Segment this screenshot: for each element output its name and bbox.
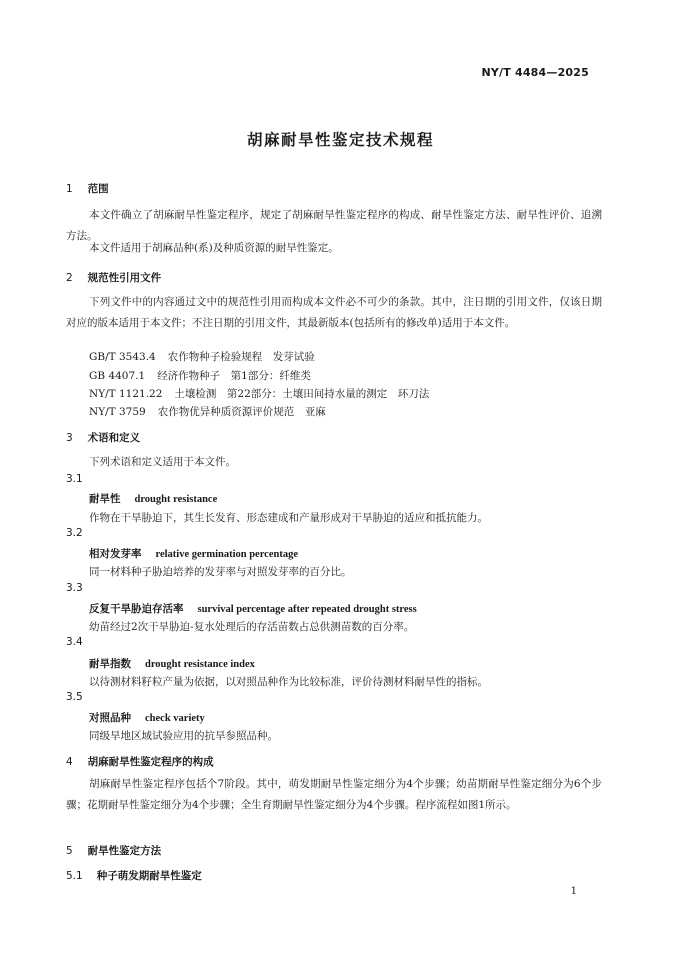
section-3-heading — [66, 430, 140, 445]
section-1-paragraph-1: 本文件确立了胡麻耐旱性鉴定程序，规定了胡麻耐旱性鉴定程序的构成、耐旱性鉴定方法、耐旱性评价、追溯方法。 — [66, 209, 602, 242]
subsection-5-1-heading — [66, 868, 202, 883]
section-4-paragraph: 胡麻耐旱性鉴定程序包括个7阶段。其中，萌发期耐旱性鉴定细分为4个步骤；幼苗期耐旱性鉴定细分为6个步骤；花期耐旱性鉴定细分为4个步骤；全生育期耐旱性鉴定细分为4个步骤。程序流程如图1所示。 — [66, 778, 602, 811]
reference-code: NY/T 1121.22 — [89, 388, 163, 400]
term-heading — [89, 601, 417, 616]
term-definition: 同级旱地区域试验应用的抗旱参照品种。 — [89, 730, 278, 742]
term-definition: 同一材料种子胁迫培养的发芽率与对照发芽率的百分比。 — [89, 566, 352, 578]
term-number: 3.5 — [66, 691, 83, 703]
term-zh: 相对发芽率 — [89, 548, 142, 560]
term-zh: 耐旱指数 — [89, 658, 131, 670]
section-number: 2 — [66, 272, 73, 284]
section-number: 4 — [66, 756, 73, 768]
reference-item — [89, 404, 326, 419]
section-1-heading — [66, 181, 109, 196]
section-1-paragraph-2: 本文件适用于胡麻品种(系)及种质资源的耐旱性鉴定。 — [89, 242, 339, 254]
term-heading — [89, 546, 298, 561]
reference-code: NY/T 3759 — [89, 406, 146, 418]
section-title: 胡麻耐旱性鉴定程序的构成 — [87, 756, 214, 768]
reference-title: 土壤检测 第22部分：土壤田间持水量的测定 环刀法 — [174, 388, 430, 400]
section-3-intro: 下列术语和定义适用于本文件。 — [89, 456, 236, 468]
section-2-heading — [66, 270, 161, 285]
standard-code: NY/T 4484—2025 — [481, 66, 589, 79]
section-title: 规范性引用文件 — [87, 272, 162, 284]
term-en: check variety — [145, 713, 205, 724]
section-title: 耐旱性鉴定方法 — [87, 845, 162, 857]
section-title: 范围 — [87, 183, 109, 195]
reference-item — [89, 349, 315, 364]
term-zh: 对照品种 — [89, 712, 131, 724]
subsection-title: 种子萌发期耐旱性鉴定 — [96, 870, 202, 882]
subsection-number: 5.1 — [66, 870, 83, 882]
section-number: 3 — [66, 432, 73, 444]
term-heading — [89, 710, 205, 725]
section-5-heading — [66, 843, 161, 858]
term-definition: 作物在干旱胁迫下，其生长发育、形态建成和产量形成对干旱胁迫的适应和抵抗能力。 — [89, 512, 488, 524]
reference-code: GB 4407.1 — [89, 370, 146, 382]
reference-item — [89, 368, 311, 383]
reference-code: GB/T 3543.4 — [89, 351, 156, 363]
reference-title: 经济作物种子 第1部分：纤维类 — [157, 370, 311, 382]
document-title: 胡麻耐旱性鉴定技术规程 — [246, 131, 434, 149]
term-definition: 以待测材料籽粒产量为依据，以对照品种作为比较标准，评价待测材料耐旱性的指标。 — [89, 676, 488, 688]
term-number: 3.1 — [66, 473, 83, 485]
term-en: relative germination percentage — [155, 549, 298, 560]
reference-title: 农作物优异种质资源评价规范 亚麻 — [157, 406, 326, 418]
page-number: 1 — [570, 886, 577, 897]
term-zh: 反复干旱胁迫存活率 — [89, 603, 184, 615]
term-number: 3.4 — [66, 636, 83, 648]
section-title: 术语和定义 — [87, 432, 141, 444]
term-definition: 幼苗经过2次干旱胁迫-复水处理后的存活苗数占总供测苗数的百分率。 — [89, 621, 415, 633]
section-4-heading — [66, 754, 214, 769]
term-zh: 耐旱性 — [89, 493, 121, 505]
section-number: 1 — [66, 183, 73, 195]
section-number: 5 — [66, 845, 73, 857]
term-en: survival percentage after repeated drought stress — [197, 604, 417, 615]
term-number: 3.3 — [66, 582, 83, 594]
section-2-paragraph: 下列文件中的内容通过文中的规范性引用而构成本文件必不可少的条款。其中，注日期的引用文件，仅该日期对应的版本适用于本文件；不注日期的引用文件，其最新版本(包括所有的修改单)适用于本文件。 — [66, 296, 602, 329]
term-en: drought resistance — [134, 494, 218, 505]
term-en: drought resistance index — [145, 659, 255, 670]
term-number: 3.2 — [66, 527, 83, 539]
reference-item — [89, 386, 429, 401]
term-heading — [89, 491, 217, 506]
reference-title: 农作物种子检验规程 发芽试验 — [167, 351, 315, 363]
term-heading — [89, 656, 255, 671]
